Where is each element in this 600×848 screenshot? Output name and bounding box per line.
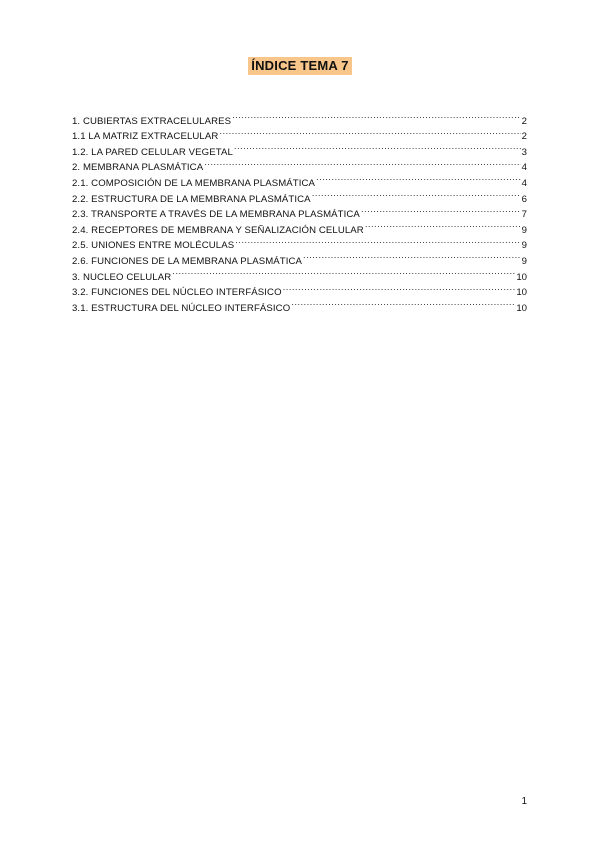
toc-entry-label: 2. MEMBRANA PLASMÁTICA <box>72 162 204 174</box>
toc-entry-label: 1. CUBIERTAS EXTRACELULARES <box>72 115 232 127</box>
toc-dot-leader <box>316 170 521 186</box>
table-of-contents <box>72 108 527 314</box>
toc-entry-label: 3.1. ESTRUCTURA DEL NÚCLEO INTERFÁSICO <box>72 302 291 314</box>
toc-dot-leader <box>172 264 515 280</box>
toc-entry-page: 10 <box>516 302 527 314</box>
toc-entry-page: 2 <box>521 131 527 143</box>
toc-dot-leader <box>234 139 521 155</box>
toc-entry-label: 2.6. FUNCIONES DE LA MEMBRANA PLASMÁTICA <box>72 255 303 267</box>
toc-entry-label: 3.2. FUNCIONES DEL NÚCLEO INTERFÁSICO <box>72 287 282 299</box>
toc-entry-page: 4 <box>521 162 527 174</box>
toc-entry-label: 2.1. COMPOSICIÓN DE LA MEMBRANA PLASMÁTICA <box>72 177 316 189</box>
toc-dot-leader <box>283 280 516 296</box>
toc-entry-page: 6 <box>521 193 527 205</box>
toc-entry-label: 2.4. RECEPTORES DE MEMBRANA Y SEÑALIZACIÓN CELULAR <box>72 224 364 236</box>
toc-entry-label: 3. NUCLEO CELULAR <box>72 271 172 283</box>
toc-dot-leader <box>365 217 521 233</box>
toc-entry-page: 3 <box>521 146 527 158</box>
toc-dot-leader <box>204 155 520 171</box>
toc-entry[interactable] <box>72 108 527 127</box>
toc-entry-page: 10 <box>516 287 527 299</box>
toc-entry-page: 2 <box>521 115 527 127</box>
toc-entry-label: 2.5. UNIONES ENTRE MOLÉCULAS <box>72 240 235 252</box>
toc-dot-leader <box>291 295 515 311</box>
toc-dot-leader <box>303 248 521 264</box>
page-number: 1 <box>521 796 527 807</box>
toc-entry-page: 9 <box>521 224 527 236</box>
toc-dot-leader <box>312 186 521 202</box>
document-title: ÍNDICE TEMA 7 <box>248 57 351 75</box>
toc-dot-leader <box>232 108 521 124</box>
toc-dot-leader <box>235 233 520 249</box>
toc-dot-leader <box>361 202 521 218</box>
toc-entry-page: 4 <box>521 177 527 189</box>
toc-dot-leader <box>219 124 520 140</box>
toc-entry-label: 1.2. LA PARED CELULAR VEGETAL <box>72 146 233 158</box>
toc-entry-label: 2.3. TRANSPORTE A TRAVÉS DE LA MEMBRANA PLASMÁTICA <box>72 209 360 221</box>
toc-entry-label: 1.1 LA MATRIZ EXTRACELULAR <box>72 131 219 143</box>
toc-entry-page: 9 <box>521 255 527 267</box>
toc-entry-page: 9 <box>521 240 527 252</box>
toc-entry-page: 10 <box>516 271 527 283</box>
toc-entry-page: 7 <box>521 209 527 221</box>
toc-entry-label: 2.2. ESTRUCTURA DE LA MEMBRANA PLASMÁTICA <box>72 193 311 205</box>
title-container <box>0 57 600 75</box>
